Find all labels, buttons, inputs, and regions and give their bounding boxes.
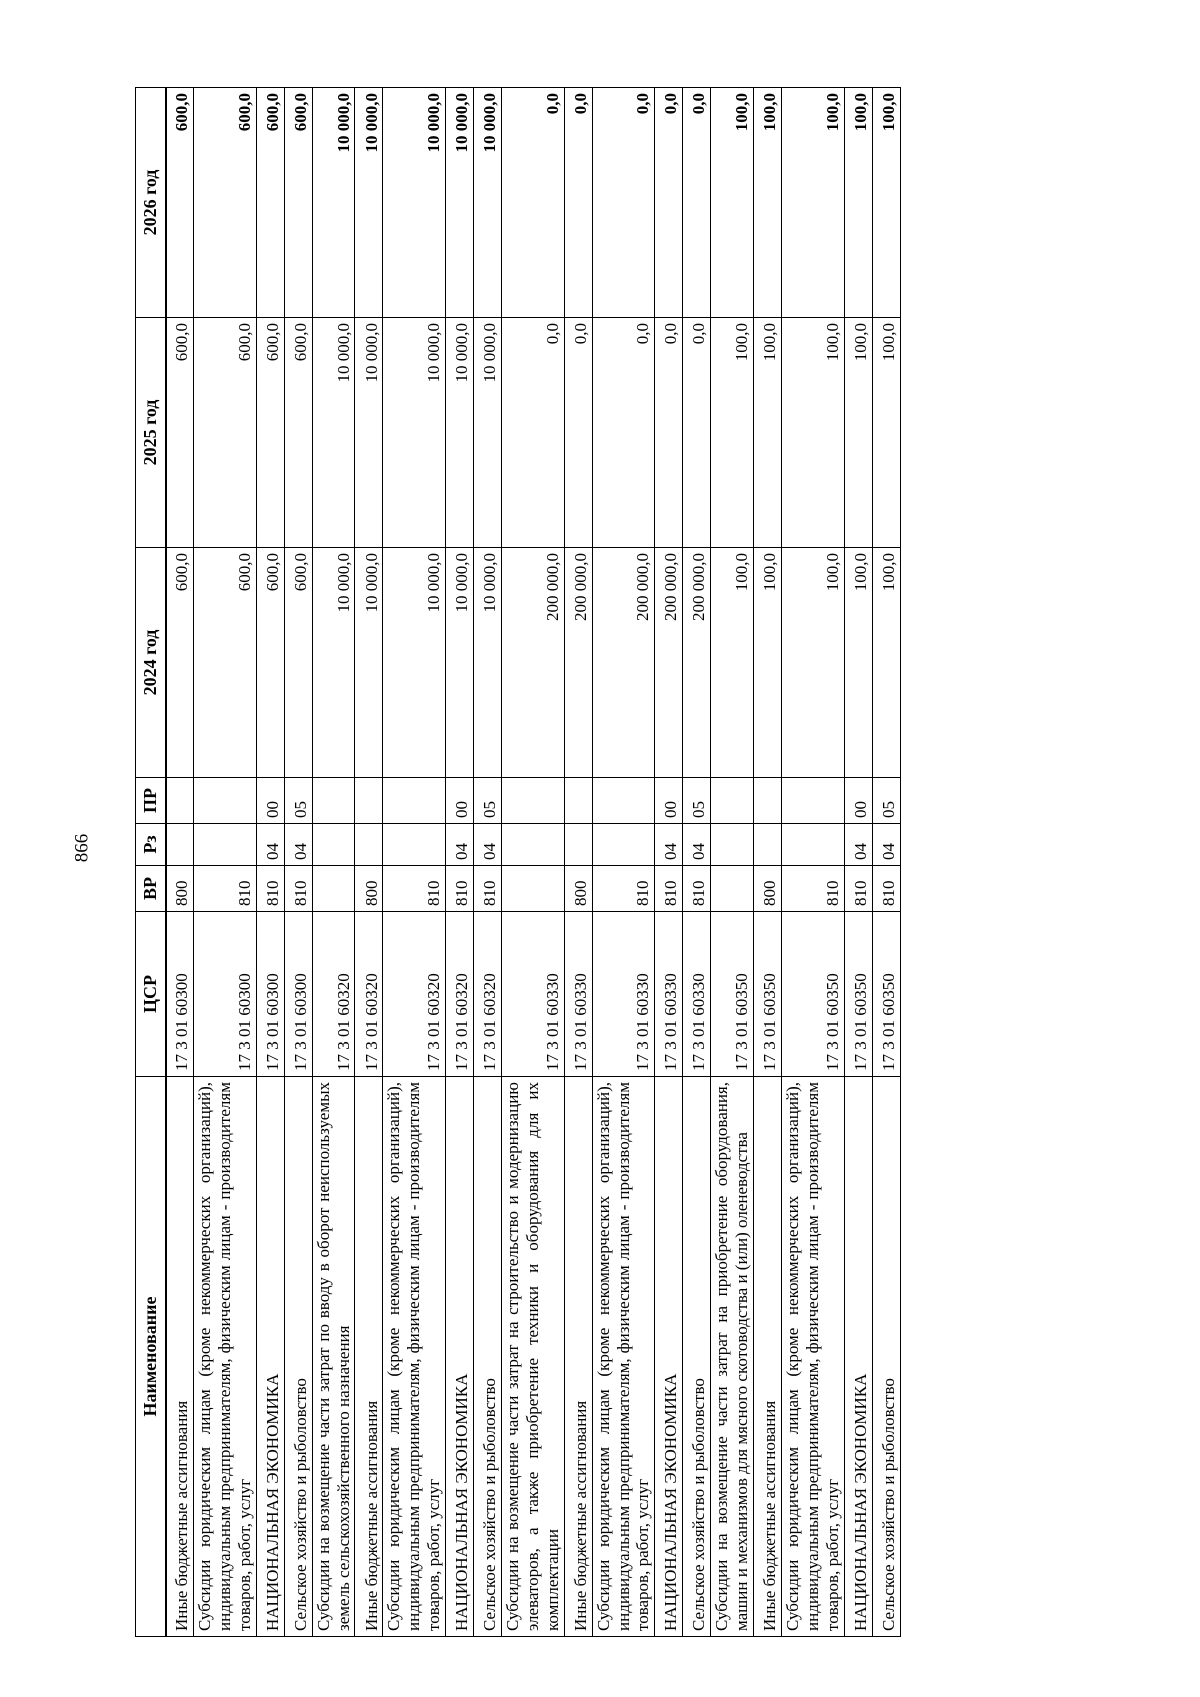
- cell-2026: 10 000,0: [446, 88, 474, 318]
- cell-csr: 17 3 01 60300: [256, 912, 284, 1077]
- table-row: [564, 88, 592, 1637]
- cell-csr: 17 3 01 60350: [711, 912, 754, 1077]
- cell-name: Субсидии на возмещение части затрат на строительство и модернизацию элеваторов, а также приобретение техники и оборудования для их комплектации: [502, 1077, 565, 1637]
- cell-2025: 0,0: [592, 318, 655, 548]
- cell-2024: 600,0: [256, 548, 284, 778]
- header-2026: 2026 год: [136, 88, 166, 318]
- cell-csr: 17 3 01 60320: [312, 912, 355, 1077]
- cell-name: Иные бюджетные ассигнования: [754, 1077, 782, 1637]
- table-row: [872, 88, 900, 1637]
- cell-2026: 10 000,0: [355, 88, 383, 318]
- header-rz: Рз: [136, 824, 166, 866]
- cell-2024: 600,0: [284, 548, 312, 778]
- cell-pr: [564, 778, 592, 824]
- cell-vr: 810: [683, 866, 711, 912]
- cell-csr: 17 3 01 60300: [284, 912, 312, 1077]
- cell-2025: 100,0: [844, 318, 872, 548]
- cell-rz: [592, 824, 655, 866]
- cell-vr: [711, 866, 754, 912]
- cell-vr: 800: [355, 866, 383, 912]
- cell-2024: 100,0: [844, 548, 872, 778]
- cell-rz: [355, 824, 383, 866]
- cell-rz: 04: [474, 824, 502, 866]
- header-2024: 2024 год: [136, 548, 166, 778]
- cell-2024: 10 000,0: [446, 548, 474, 778]
- cell-name: Субсидии юридическим лицам (кроме некоммерческих организаций), индивидуальным предпринимателям, физическим лицам - производителям товаров, работ, услуг: [592, 1077, 655, 1637]
- cell-pr: 00: [446, 778, 474, 824]
- cell-vr: [502, 866, 565, 912]
- cell-name: НАЦИОНАЛЬНАЯ ЭКОНОМИКА: [844, 1077, 872, 1637]
- cell-csr: 17 3 01 60350: [872, 912, 900, 1077]
- cell-pr: [355, 778, 383, 824]
- cell-2025: 10 000,0: [312, 318, 355, 548]
- table-header-row: [136, 88, 166, 1637]
- cell-2024: 100,0: [872, 548, 900, 778]
- cell-rz: [564, 824, 592, 866]
- table-row: [782, 88, 845, 1637]
- cell-2024: 200 000,0: [592, 548, 655, 778]
- cell-csr: 17 3 01 60350: [782, 912, 845, 1077]
- cell-name: Сельское хозяйство и рыболовство: [284, 1077, 312, 1637]
- cell-rz: 04: [256, 824, 284, 866]
- cell-pr: 05: [474, 778, 502, 824]
- cell-name: Иные бюджетные ассигнования: [355, 1077, 383, 1637]
- cell-pr: [166, 778, 194, 824]
- cell-vr: 810: [256, 866, 284, 912]
- cell-2024: 200 000,0: [683, 548, 711, 778]
- header-name: Наименование: [136, 1077, 166, 1637]
- cell-pr: [782, 778, 845, 824]
- cell-csr: 17 3 01 60320: [355, 912, 383, 1077]
- table-row: [256, 88, 284, 1637]
- table-row: [446, 88, 474, 1637]
- cell-csr: 17 3 01 60330: [592, 912, 655, 1077]
- cell-2025: 100,0: [782, 318, 845, 548]
- cell-rz: [383, 824, 446, 866]
- cell-2024: 10 000,0: [383, 548, 446, 778]
- cell-rz: [194, 824, 257, 866]
- cell-pr: 00: [655, 778, 683, 824]
- cell-csr: 17 3 01 60350: [844, 912, 872, 1077]
- table-row: [166, 88, 194, 1637]
- cell-name: НАЦИОНАЛЬНАЯ ЭКОНОМИКА: [256, 1077, 284, 1637]
- rotated-table-wrapper: [135, 88, 1088, 1637]
- cell-2026: 100,0: [782, 88, 845, 318]
- cell-name: Субсидии на возмещение части затрат по вводу в оборот неиспользуемых земель сельскохозяйственного назначения: [312, 1077, 355, 1637]
- cell-2025: 0,0: [564, 318, 592, 548]
- cell-rz: [754, 824, 782, 866]
- cell-rz: 04: [872, 824, 900, 866]
- cell-2024: 200 000,0: [655, 548, 683, 778]
- cell-rz: [782, 824, 845, 866]
- cell-vr: 810: [655, 866, 683, 912]
- cell-vr: 800: [564, 866, 592, 912]
- cell-2024: 10 000,0: [355, 548, 383, 778]
- cell-name: Иные бюджетные ассигнования: [166, 1077, 194, 1637]
- cell-rz: [312, 824, 355, 866]
- cell-csr: 17 3 01 60330: [683, 912, 711, 1077]
- cell-vr: 810: [782, 866, 845, 912]
- cell-vr: 810: [844, 866, 872, 912]
- cell-pr: 00: [256, 778, 284, 824]
- cell-2025: 0,0: [683, 318, 711, 548]
- cell-2026: 0,0: [683, 88, 711, 318]
- cell-2024: 200 000,0: [502, 548, 565, 778]
- cell-csr: 17 3 01 60330: [502, 912, 565, 1077]
- cell-pr: 00: [844, 778, 872, 824]
- cell-vr: 810: [592, 866, 655, 912]
- cell-2026: 600,0: [256, 88, 284, 318]
- cell-2026: 10 000,0: [474, 88, 502, 318]
- table-row: [592, 88, 655, 1637]
- cell-vr: 800: [166, 866, 194, 912]
- cell-2025: 10 000,0: [383, 318, 446, 548]
- cell-2024: 600,0: [194, 548, 257, 778]
- table-row: [711, 88, 754, 1637]
- cell-name: Субсидии юридическим лицам (кроме некоммерческих организаций), индивидуальным предпринимателям, физическим лицам - производителям товаров, работ, услуг: [782, 1077, 845, 1637]
- cell-2024: 600,0: [166, 548, 194, 778]
- table-body: [166, 88, 901, 1637]
- cell-2024: 10 000,0: [474, 548, 502, 778]
- cell-2026: 0,0: [564, 88, 592, 318]
- table-row: [474, 88, 502, 1637]
- table-row: [312, 88, 355, 1637]
- cell-2026: 0,0: [502, 88, 565, 318]
- cell-2025: 10 000,0: [474, 318, 502, 548]
- cell-2026: 10 000,0: [383, 88, 446, 318]
- cell-2026: 100,0: [872, 88, 900, 318]
- cell-2024: 100,0: [711, 548, 754, 778]
- cell-vr: 810: [383, 866, 446, 912]
- table-row: [383, 88, 446, 1637]
- cell-pr: 05: [683, 778, 711, 824]
- cell-csr: 17 3 01 60350: [754, 912, 782, 1077]
- cell-name: НАЦИОНАЛЬНАЯ ЭКОНОМИКА: [446, 1077, 474, 1637]
- cell-rz: 04: [844, 824, 872, 866]
- cell-2025: 0,0: [655, 318, 683, 548]
- cell-pr: [502, 778, 565, 824]
- cell-name: Сельское хозяйство и рыболовство: [474, 1077, 502, 1637]
- cell-2026: 600,0: [194, 88, 257, 318]
- cell-csr: 17 3 01 60320: [474, 912, 502, 1077]
- cell-2026: 600,0: [166, 88, 194, 318]
- header-2025: 2025 год: [136, 318, 166, 548]
- table-row: [683, 88, 711, 1637]
- cell-2025: 0,0: [502, 318, 565, 548]
- cell-2025: 600,0: [166, 318, 194, 548]
- header-csr: ЦСР: [136, 912, 166, 1077]
- cell-pr: 05: [872, 778, 900, 824]
- cell-rz: 04: [446, 824, 474, 866]
- header-vr: ВР: [136, 866, 166, 912]
- cell-rz: [166, 824, 194, 866]
- page-number: 866: [71, 833, 93, 863]
- cell-pr: [711, 778, 754, 824]
- cell-csr: 17 3 01 60330: [564, 912, 592, 1077]
- cell-name: Иные бюджетные ассигнования: [564, 1077, 592, 1637]
- cell-csr: 17 3 01 60330: [655, 912, 683, 1077]
- cell-rz: [502, 824, 565, 866]
- cell-vr: 810: [284, 866, 312, 912]
- cell-vr: 810: [446, 866, 474, 912]
- cell-2024: 200 000,0: [564, 548, 592, 778]
- cell-name: Субсидии на возмещение части затрат на приобретение оборудования, машин и механизмов для мясного скотоводства и (или) оленеводства: [711, 1077, 754, 1637]
- table-row: [844, 88, 872, 1637]
- cell-pr: 05: [284, 778, 312, 824]
- cell-2025: 100,0: [872, 318, 900, 548]
- cell-pr: [383, 778, 446, 824]
- cell-2026: 100,0: [754, 88, 782, 318]
- table-row: [284, 88, 312, 1637]
- cell-2026: 100,0: [844, 88, 872, 318]
- cell-rz: 04: [655, 824, 683, 866]
- cell-2024: 10 000,0: [312, 548, 355, 778]
- cell-name: Сельское хозяйство и рыболовство: [683, 1077, 711, 1637]
- cell-2025: 600,0: [194, 318, 257, 548]
- cell-name: Субсидии юридическим лицам (кроме некоммерческих организаций), индивидуальным предпринимателям, физическим лицам - производителям товаров, работ, услуг: [383, 1077, 446, 1637]
- cell-name: НАЦИОНАЛЬНАЯ ЭКОНОМИКА: [655, 1077, 683, 1637]
- cell-csr: 17 3 01 60320: [383, 912, 446, 1077]
- cell-vr: 810: [474, 866, 502, 912]
- cell-2025: 10 000,0: [355, 318, 383, 548]
- cell-csr: 17 3 01 60300: [166, 912, 194, 1077]
- cell-2026: 0,0: [655, 88, 683, 318]
- cell-vr: 800: [754, 866, 782, 912]
- cell-2024: 100,0: [754, 548, 782, 778]
- cell-2026: 600,0: [284, 88, 312, 318]
- table-row: [194, 88, 257, 1637]
- cell-rz: [711, 824, 754, 866]
- cell-vr: 810: [194, 866, 257, 912]
- table-row: [355, 88, 383, 1637]
- cell-2026: 0,0: [592, 88, 655, 318]
- cell-vr: [312, 866, 355, 912]
- cell-pr: [312, 778, 355, 824]
- cell-name: Субсидии юридическим лицам (кроме некоммерческих организаций), индивидуальным предпринимателям, физическим лицам - производителям товаров, работ, услуг: [194, 1077, 257, 1637]
- cell-2024: 100,0: [782, 548, 845, 778]
- cell-csr: 17 3 01 60300: [194, 912, 257, 1077]
- cell-2025: 600,0: [284, 318, 312, 548]
- cell-2025: 600,0: [256, 318, 284, 548]
- cell-2026: 100,0: [711, 88, 754, 318]
- cell-pr: [592, 778, 655, 824]
- cell-name: Сельское хозяйство и рыболовство: [872, 1077, 900, 1637]
- cell-2025: 100,0: [754, 318, 782, 548]
- budget-table: [135, 87, 901, 1637]
- cell-2025: 100,0: [711, 318, 754, 548]
- cell-csr: 17 3 01 60320: [446, 912, 474, 1077]
- cell-vr: 810: [872, 866, 900, 912]
- cell-pr: [194, 778, 257, 824]
- table-row: [502, 88, 565, 1637]
- table-row: [655, 88, 683, 1637]
- cell-rz: 04: [683, 824, 711, 866]
- header-pr: ПР: [136, 778, 166, 824]
- cell-2025: 10 000,0: [446, 318, 474, 548]
- cell-2026: 10 000,0: [312, 88, 355, 318]
- table-row: [754, 88, 782, 1637]
- cell-pr: [754, 778, 782, 824]
- cell-rz: 04: [284, 824, 312, 866]
